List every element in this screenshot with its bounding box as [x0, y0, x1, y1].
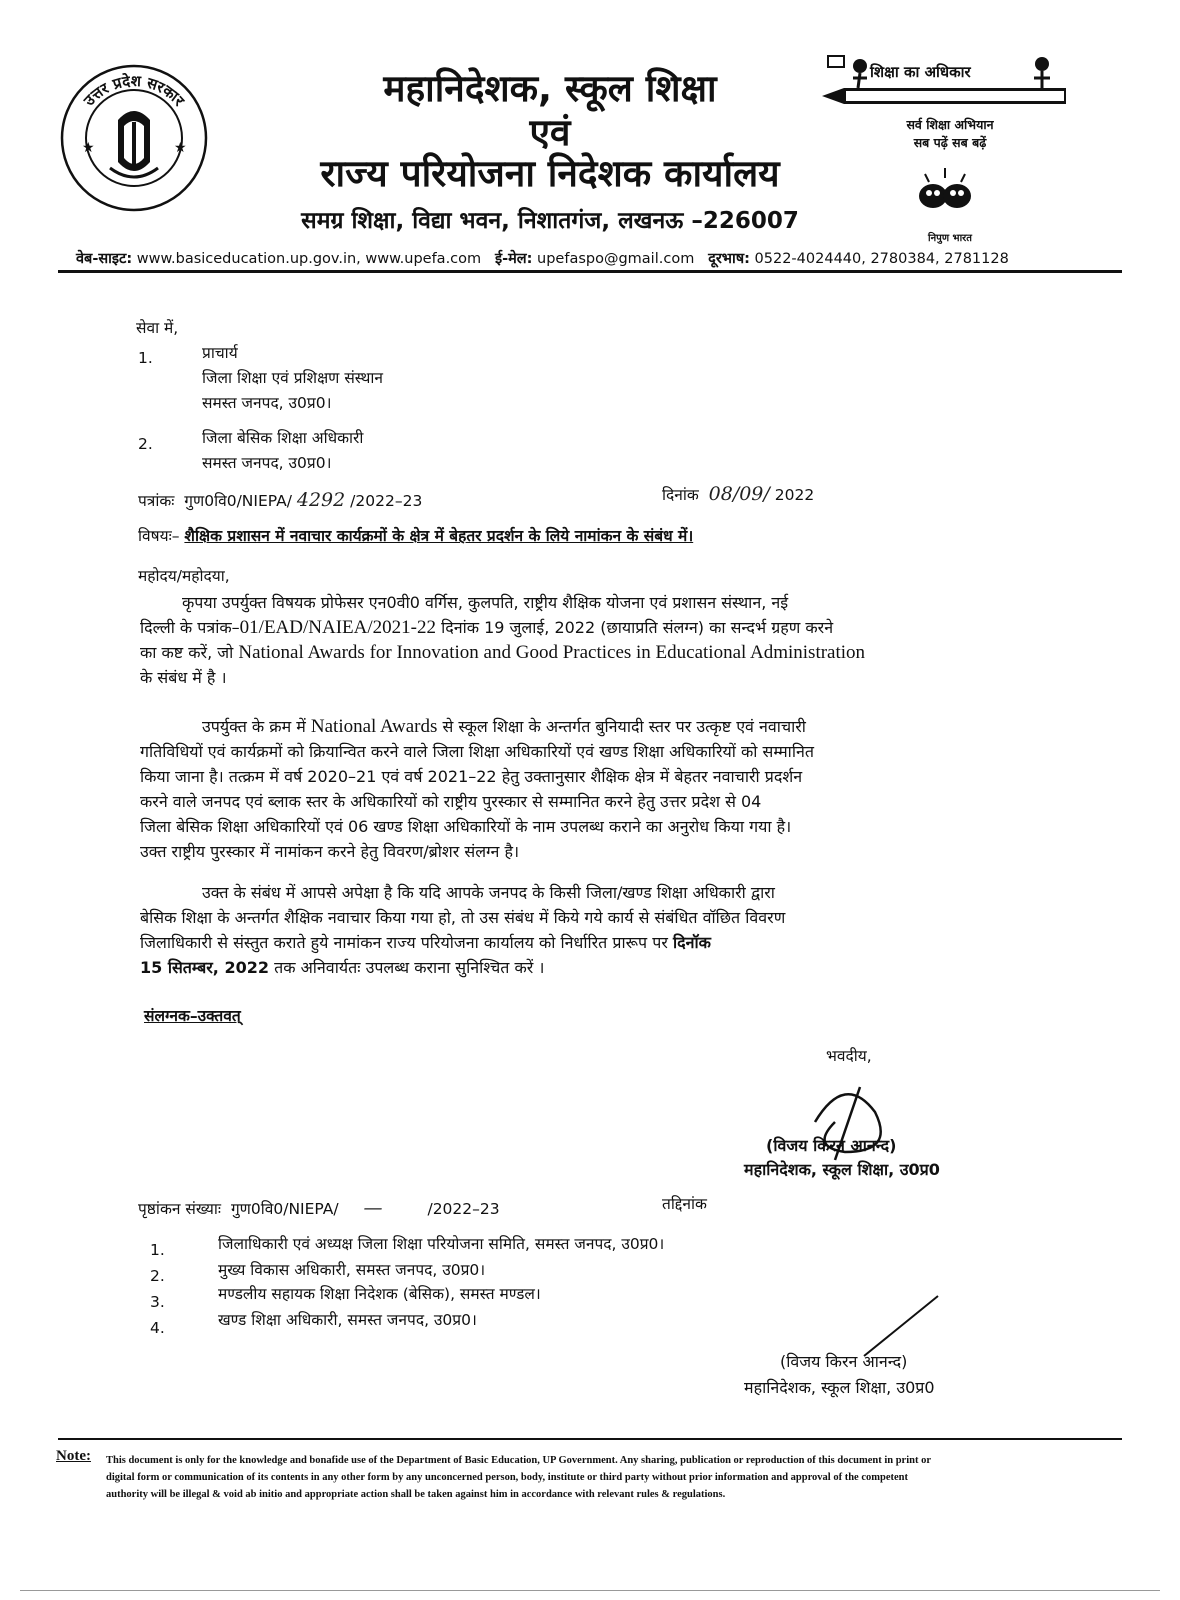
email-label: ई-मेल: [494, 251, 533, 267]
header-address: समग्र शिक्षा, विद्या भवन, निशातगंज, लखनऊ –226007 [301, 208, 799, 234]
endorsement-suffix: /2022–23 [427, 1200, 500, 1218]
para2-line1: उपर्युक्त के क्रम में National Awards से स्कूल शिक्षा के अन्तर्गत बुनियादी स्तर पर उत्कृष्ट एवं नवाचारी [202, 716, 806, 737]
footer-note-label: Note: [56, 1448, 91, 1464]
reference-prefix: गुण0वि0/NIEPA/ [184, 492, 292, 510]
footer-rule [58, 1438, 1122, 1440]
date-line [662, 484, 814, 505]
footer-note-text [106, 1452, 1046, 1503]
recipient-1-line3: समस्त जनपद, उ0प्र0। [202, 394, 332, 412]
salutation-to: सेवा में, [136, 319, 179, 337]
paragraph-3 [140, 880, 1030, 980]
header-contact [76, 248, 1116, 268]
reference-line [138, 490, 422, 511]
para3-line4: 15 सितम्बर, 2022 तक अनिवार्यतः उपलब्ध कराना सुनिश्चित करें । [140, 958, 545, 977]
endorsement-item-2-text: मुख्य विकास अधिकारी, समस्त जनपद, उ0प्र0। [218, 1261, 486, 1279]
signatory2-title: महानिदेशक, स्कूल शिक्षा, उ0प्र0 [744, 1378, 935, 1397]
para3-line1: उक्त के संबंध में आपसे अपेक्षा है कि यदि आपके जनपद के किसी जिला/खण्ड शिक्षा अधिकारी द्वारा [202, 883, 775, 902]
web-label: वेब-साइट: [76, 251, 133, 267]
reference-number-handwritten: 4292 [296, 489, 346, 511]
endorsement-item-3-text: मण्डलीय सहायक शिक्षा निदेशक (बेसिक), समस्त मण्डल। [218, 1285, 541, 1303]
emblem-arc-text: उत्तर प्रदेश सरकार [80, 71, 189, 110]
svg-text:★: ★ [174, 140, 187, 156]
para2-line6: उक्त राष्ट्रीय पुरस्कार में नामांकन करने हेतु विवरण/ब्रोशर संलग्न है। [140, 842, 520, 861]
recipient-1-line2: जिला शिक्षा एवं प्रशिक्षण संस्थान [202, 369, 384, 387]
endorsement-line [138, 1198, 500, 1219]
endorsement-prefix: गुण0वि0/NIEPA/ [230, 1200, 339, 1218]
para2-line2: गतिविधियों एवं कार्यक्रमों को क्रियान्वित करने वाले जिला शिक्षा अधिकारियों एवं खण्ड शिक्षा अधिकारियों को सम्मानित [140, 742, 814, 761]
reference-suffix: /2022–23 [350, 492, 423, 510]
header-title-line3: राज्य परियोजना निदेशक कार्यालय [320, 152, 780, 195]
paragraph-2 [140, 714, 1030, 864]
endorsement-handwritten: — [363, 1197, 383, 1219]
rte-pencil-text: शिक्षा का अधिकार [870, 63, 971, 81]
bottom-rule [20, 1590, 1160, 1591]
phone-numbers: 0522-4024440, 2780384, 2781128 [754, 251, 1009, 267]
footer-note-line1: This document is only for the knowledge and bonafide use of the Department of Basic Education, UP Government. Any sharing, publication or reproduction of this document in print or [106, 1455, 931, 1466]
para2-line3: किया जाना है। तत्क्रम में वर्ष 2020–21 एवं वर्ष 2021–22 हेतु उक्तानुसार शैक्षिक क्षेत्र में बेहतर नवाचारी प्रदर्शन [140, 767, 803, 786]
rte-logo [820, 50, 1080, 250]
endorsement-item-1-num: 1. [150, 1241, 165, 1259]
signatory2-name: (विजय किरन आनन्द) [780, 1352, 908, 1371]
date-label: दिनांक [662, 486, 699, 504]
endorsement-item-4-text: खण्ड शिक्षा अधिकारी, समस्त जनपद, उ0प्र0। [218, 1311, 477, 1329]
website-link[interactable]: www.basiceducation.up.gov.in, www.upefa.com [136, 251, 482, 267]
state-emblem [58, 62, 210, 214]
nipun-mascot-icon [905, 160, 985, 230]
para1-line1: कृपया उपर्युक्त विषयक प्रोफेसर एन0वी0 वर्गिस, कुलपति, राष्ट्रीय शैक्षिक योजना एवं प्रशासन संस्थान, नई [182, 593, 789, 612]
para3-line2: बेसिक शिक्षा के अन्तर्गत शैक्षिक नवाचार किया गया हो, तो उस संबंध में किये गये कार्य से संबंधित वॉछित विवरण [140, 908, 786, 927]
endorsement-item-4-num: 4. [150, 1319, 165, 1337]
ssa-text-line1: सर्व शिक्षा अभियान [906, 117, 994, 132]
date-handwritten: 08/09/ [708, 483, 770, 505]
header-rule [58, 270, 1122, 273]
endorsement-item-1-text: जिलाधिकारी एवं अध्यक्ष जिला शिक्षा परियोजना समिति, समस्त जनपद, उ0प्र0। [218, 1235, 665, 1253]
header-title-line2: एवं [529, 111, 571, 154]
phone-label: दूरभाष: [708, 251, 750, 267]
recipient-1-line1: प्राचार्य [202, 344, 238, 362]
signatory-name: (विजय किरन आनन्द) [766, 1136, 897, 1155]
endorsement-item-2-num: 2. [150, 1267, 165, 1285]
recipient-2-line1: जिला बेसिक शिक्षा अधिकारी [202, 429, 364, 447]
recipient-1-num: 1. [138, 349, 153, 367]
endorsement-date: तद्दिनांक [662, 1195, 707, 1213]
endorsement-item-3-num: 3. [150, 1293, 165, 1311]
header-title-line1: महानिदेशक, स्कूल शिक्षा [383, 67, 717, 110]
para3-line3: जिलाधिकारी से संस्तुत कराते हुये नामांकन राज्य परियोजना कार्यालय को निर्धारित प्रारूप पर दिनॉक [140, 933, 711, 952]
greeting: महोदय/महोदया, [138, 567, 230, 585]
recipient-2-line2: समस्त जनपद, उ0प्र0। [202, 454, 332, 472]
para1-line3: का कष्ट करें, जो National Awards for Innovation and Good Practices in Educational Administration [140, 642, 866, 663]
subject-line [138, 526, 693, 546]
para1-line4: के संबंध में है । [140, 668, 227, 687]
sign-off: भवदीय, [826, 1047, 872, 1065]
nipun-text: निपुण भारत [928, 233, 972, 244]
date-year: 2022 [774, 486, 815, 504]
ssa-text-line2: सब पढ़ें सब बढ़ें [913, 135, 987, 150]
para1-line2: दिल्ली के पत्रांक–01/EAD/NAIEA/2021-22 दिनांक 19 जुलाई, 2022 (छायाप्रति संलग्न) का सन्दर्भ ग्रहण करने [140, 617, 834, 638]
footer-note-line3: authority will be illegal & void ab initio and appropriate action shall be taken against him in accordance with relevant rules & regulations. [106, 1489, 726, 1500]
para2-line4: करने वाले जनपद एवं ब्लाक स्तर के अधिकारियों को राष्ट्रीय पुरस्कार से सम्मानित करने हेतु उत्तर प्रदेश से 04 [140, 792, 762, 811]
reference-label: पत्रांकः [138, 492, 175, 510]
subject-text: शैक्षिक प्रशासन में नवाचार कार्यक्रमों के क्षेत्र में बेहतर प्रदर्शन के लिये नामांकन के संबंध में। [184, 527, 694, 545]
para2-line5: जिला बेसिक शिक्षा अधिकारियों एवं 06 खण्ड शिक्षा अधिकारियों के नाम उपलब्ध कराने का अनुरोध किया गया है। [140, 817, 792, 836]
recipient-2-num: 2. [138, 435, 153, 453]
subject-label: विषयः– [138, 527, 180, 545]
email-link[interactable]: upefaspo@gmail.com [537, 251, 695, 267]
endorsement-label: पृष्ठांकन संख्याः [138, 1200, 222, 1218]
footer-note-line2: digital form or communication of its contents in any other form by any unconcerned person, body, institute or third party without prior information and approval of the competent [106, 1472, 908, 1483]
signatory-title: महानिदेशक, स्कूल शिक्षा, उ0प्र0 [744, 1160, 940, 1179]
svg-text:★: ★ [82, 140, 95, 156]
enclosure: संलग्नक–उक्तवत् [144, 1007, 241, 1025]
paragraph-1 [140, 590, 1030, 690]
